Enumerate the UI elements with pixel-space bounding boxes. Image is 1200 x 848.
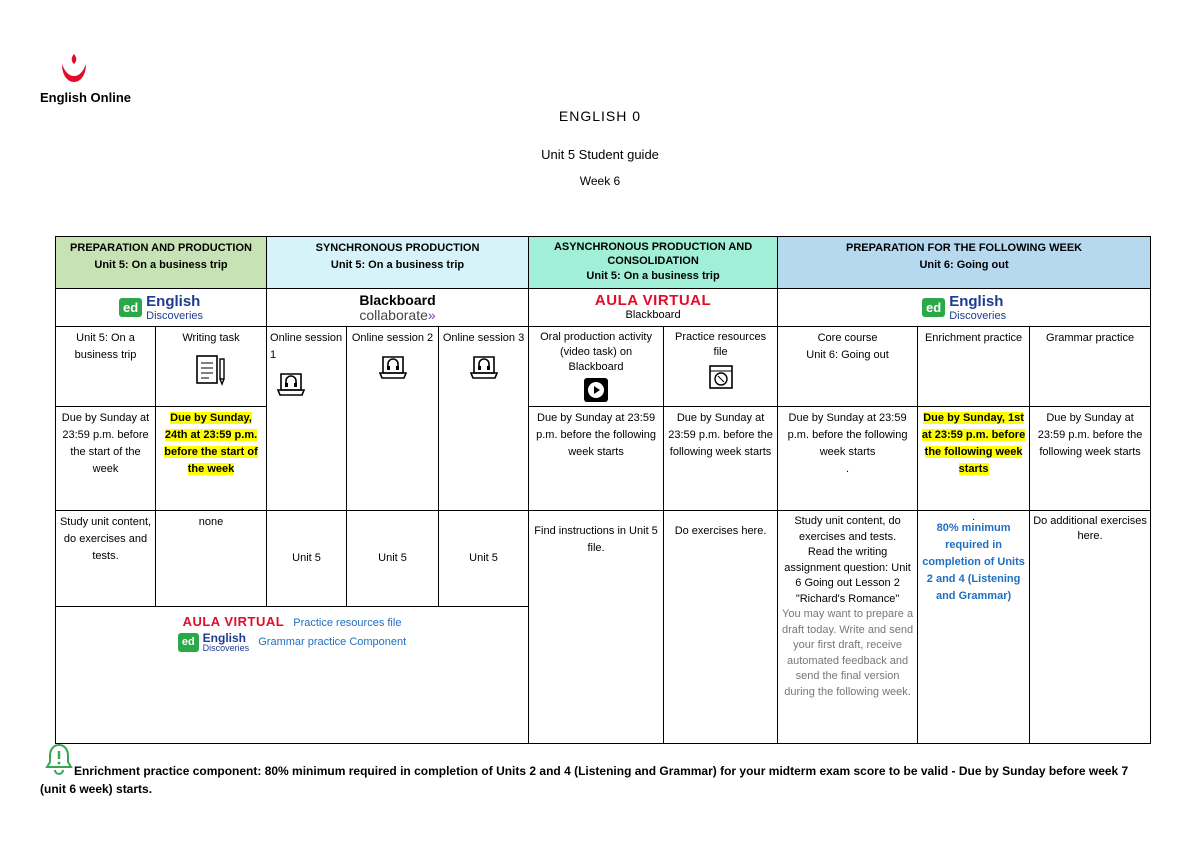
detail-grammar[interactable]: Do additional exercises here. (1030, 511, 1151, 744)
activity-online-session-1[interactable]: Online session 1 (267, 327, 347, 511)
washing-machine-icon (708, 364, 734, 390)
laptop-headset-icon (276, 370, 306, 398)
detail-oral: Find instructions in Unit 5 file. (529, 511, 664, 744)
resources-cell (56, 607, 529, 744)
activity-writing[interactable]: Writing task (156, 327, 267, 407)
detail-enrichment: . 80% minimum required in completion of Units 2 and 4 (Listening and Grammar) (918, 511, 1030, 744)
activity-online-session-2[interactable]: Online session 2 (347, 327, 439, 511)
org-name: English Online (40, 90, 132, 105)
due-practice: Due by Sunday at 23:59 p.m. before the following week starts (664, 407, 778, 511)
document-pen-icon (194, 353, 228, 387)
due-grammar: Due by Sunday at 23:59 p.m. before the following week starts (1030, 407, 1151, 511)
activity-online-session-3[interactable]: Online session 3 (439, 327, 529, 511)
due-core: Due by Sunday at 23:59 p.m. before the following week starts . (778, 407, 918, 511)
laptop-headset-icon (378, 353, 408, 381)
practice-resources-link[interactable]: AULA VIRTUAL Practice resources file (182, 614, 402, 629)
detail-unit5: Study unit content, do exercises and tests. (56, 511, 156, 607)
header-asynchronous: ASYNCHRONOUS PRODUCTION AND CONSOLIDATION Unit 5: On a business trip (529, 237, 778, 289)
unit-guide-title: Unit 5 Student guide (541, 147, 659, 162)
laptop-headset-icon (469, 353, 499, 381)
english-discoveries-logo-next: ed English Discoveries (778, 289, 1151, 327)
detail-session-1: Unit 5 (267, 511, 347, 607)
detail-session-3: Unit 5 (439, 511, 529, 607)
week-label: Week 6 (579, 174, 621, 188)
header-preparation: PREPARATION AND PRODUCTION Unit 5: On a business trip (56, 237, 267, 289)
aula-virtual-logo: AULA VIRTUAL Blackboard (529, 289, 778, 327)
english-discoveries-logo: ed English Discoveries (56, 289, 267, 327)
upc-logo-icon (56, 50, 92, 86)
blackboard-collaborate-logo: Blackboard collaborate» (267, 289, 529, 327)
activity-grammar-practice[interactable]: Grammar practice (1030, 327, 1151, 407)
activity-practice-resources[interactable]: Practice resources file (664, 327, 778, 407)
activity-unit5: Unit 5: On a business trip (56, 327, 156, 407)
detail-writing: none (156, 511, 267, 607)
due-oral: Due by Sunday at 23:59 p.m. before the following week starts (529, 407, 664, 511)
study-guide-table (55, 236, 1151, 744)
due-enrichment: Due by Sunday, 1st at 23:59 p.m. before the following week starts (918, 407, 1030, 511)
header-synchronous: SYNCHRONOUS PRODUCTION Unit 5: On a business trip (267, 237, 529, 289)
course-title: ENGLISH 0 (558, 108, 642, 124)
due-unit5: Due by Sunday at 23:59 p.m. before the start of the week (56, 407, 156, 511)
header-next-week: PREPARATION FOR THE FOLLOWING WEEK Unit 6: Going out (778, 237, 1151, 289)
activity-oral-production[interactable]: Oral production activity (video task) on Blackboard (529, 327, 664, 407)
activity-enrichment-practice[interactable]: Enrichment practice (918, 327, 1030, 407)
detail-practice[interactable]: Do exercises here. (664, 511, 778, 744)
due-writing: Due by Sunday, 24th at 23:59 p.m. before the start of the week (156, 407, 267, 511)
detail-core-course: Study unit content, do exercises and tests. Read the writing assignment question: Unit 6 Going out Lesson 2 "Richard's Romance" You may want to prepare a draft today. Write and send your first draft, receive automated feedback and send the final version during the following week. (778, 511, 918, 744)
detail-session-2: Unit 5 (347, 511, 439, 607)
play-button-icon[interactable] (584, 378, 608, 402)
enrichment-note: Enrichment practice component: 80% minimum required in completion of Units 2 and 4 (Listening and Grammar) for your midterm exam score to be valid - Due by Sunday before week 7 (unit 6 week) starts. (40, 764, 1129, 796)
grammar-practice-link[interactable]: ed English Discoveries Grammar practice Component (59, 632, 525, 653)
activity-core-course[interactable]: Core course Unit 6: Going out (778, 327, 918, 407)
